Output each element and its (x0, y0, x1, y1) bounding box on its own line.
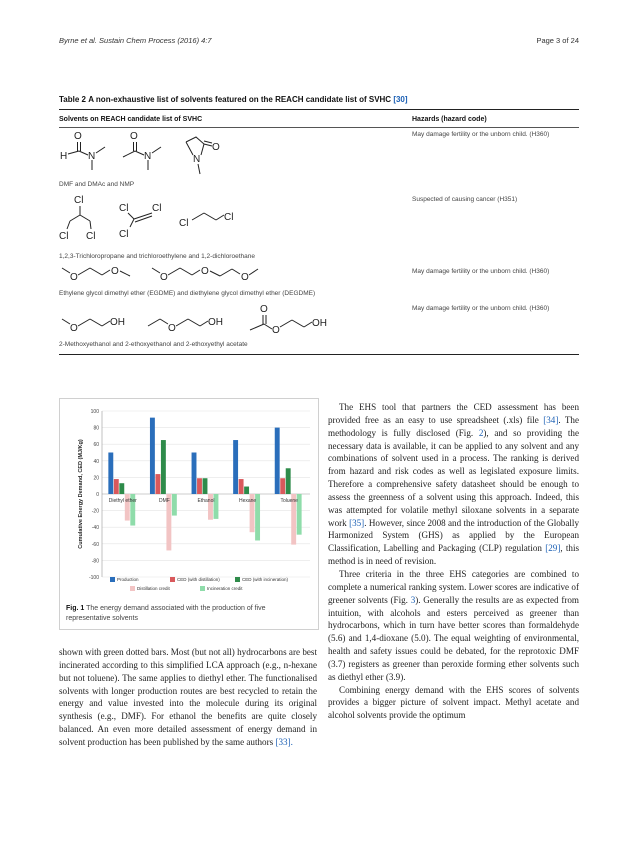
left-paragraph: shown with green dotted bars. Most (but not all) hydrocarbons are best incinerated according to this simplified LCA approach (e.g., n-hexane but not toluene). The same applies to diethyl ether. The functionalised solvents with longer production routes are best recycled to retain the energy and value invested into the molecule during its original synthesis (e.g., DMF). For ethanol the benefits are quite closely balanced. An even more detailed assessment of energy demand in solvent production has been published by the same authors [33]. (59, 647, 317, 747)
atom-o: O (74, 131, 82, 142)
ced-bar-chart (60, 399, 318, 599)
bar-incineration-credit-dmf (172, 494, 177, 516)
atom-o: O (272, 325, 280, 336)
legend-entry: Distillation credit (137, 586, 170, 591)
legend-swatch (200, 586, 205, 591)
dmac-structure (120, 130, 170, 175)
atom-cl: Cl (179, 218, 189, 229)
legend-swatch (235, 577, 240, 582)
bar-production-dmf (150, 418, 155, 494)
row1-hazard: May damage fertility or the unborn child. (H360) (412, 131, 550, 138)
running-header: Byrne et al. Sustain Chem Process (2016) 4:7 (59, 36, 212, 45)
atom-cl: Cl (86, 231, 96, 242)
table-label: Table 2 (59, 95, 86, 104)
bar-production-toluene (275, 428, 280, 494)
category-label: Hexane (238, 498, 257, 504)
left-column (59, 646, 317, 749)
category-label: Ethanol (197, 498, 215, 504)
atom-cl: Cl (74, 195, 84, 206)
atom-n: N (88, 151, 96, 162)
y-axis-label: Cumulative Energy Demand, CED (MJ/Kg) (78, 439, 84, 549)
atom-cl: Cl (224, 212, 234, 223)
atom-cl: Cl (152, 203, 162, 214)
citation-35[interactable]: [35] (349, 517, 365, 528)
legend-swatch (110, 577, 115, 582)
atom-h: H (60, 151, 68, 162)
atom-o: O (168, 323, 176, 334)
table-title-ref[interactable]: [30] (393, 95, 408, 104)
y-tick-label: 80 (93, 425, 99, 432)
nmp-structure (178, 130, 223, 180)
y-tick-label: -20 (91, 508, 99, 515)
row3-hazard: May damage fertility or the unborn child. (H360) (412, 268, 550, 275)
atom-cl: Cl (119, 203, 129, 214)
y-tick-label: -100 (88, 575, 99, 581)
atom-n: N (144, 151, 152, 162)
dichloroethane-structure (178, 208, 238, 233)
trichloropropane-structure (58, 193, 103, 243)
bar-ced-with-distillation--diethyl-ether (114, 479, 119, 494)
row2-caption: 1,2,3-Trichloropropane and trichloroethylene and 1,2-dichloroethane (59, 253, 255, 260)
table-header-solvents: Solvents on REACH candidate list of SVHC (59, 116, 203, 123)
atom-o: O (260, 304, 268, 315)
legend-swatch (170, 577, 175, 582)
bar-ced-with-distillation--toluene (280, 478, 285, 494)
trichloroethylene-structure (118, 197, 168, 242)
right-paragraph-1: The EHS tool that partners the CED assessment has been provided free as an easy to use spreadsheet (.xls) file [34]. The methodology is fully disclosed (Fig. 2), and so providing the necessary data is available, it can be applied to any solvent and any combinations of solvent used in a process. The ranking is derived from hazard and risk codes as well as legislated exposure limits. Therefore a comprehensive safety datasheet should be enough to assess the greenness of a solvent using this approach. Indeed, this was attempted for volatile methyl siloxane solvents in a separate work [35]. However, since 2008 and the introduction of the Globally Harmonized System (GHS) as applied by the European Classification, Labelling and Packaging (CLP) regulation [29], this method is in need of revision. (328, 402, 580, 567)
table-title-text: A non-exhaustive list of solvents featured on the REACH candidate list of SVHC (88, 95, 392, 104)
category-label: Toluene (280, 498, 298, 504)
right-column (328, 401, 579, 722)
row1-caption: DMF and DMAc and NMP (59, 181, 135, 188)
bar-production-diethyl-ether (108, 453, 113, 495)
atom-n: N (193, 154, 201, 165)
category-label: Diethyl ether (108, 498, 137, 504)
atom-o: O (241, 272, 249, 283)
ethoxyethyl-acetate-structure (244, 302, 354, 336)
legend-swatch (130, 586, 135, 591)
page-number: Page 3 of 24 (536, 36, 579, 45)
atom-o: O (130, 131, 138, 142)
bar-production-ethanol (192, 453, 197, 495)
y-tick-label: 0 (96, 492, 99, 498)
table-header-hazards: Hazards (hazard code) (412, 116, 487, 123)
y-tick-label: 100 (90, 409, 99, 415)
category-label: DMF (158, 498, 170, 504)
atom-o: O (111, 266, 119, 277)
fig-ref-2[interactable]: 2 (478, 427, 484, 438)
citation-34[interactable]: [34] (543, 414, 559, 425)
bar-ced-with-incineration--ethanol (203, 478, 208, 494)
atom-o: O (160, 272, 168, 283)
row4-hazard: May damage fertility or the unborn child. (H360) (412, 305, 550, 312)
bar-ced-with-distillation--hexane (239, 479, 244, 494)
bar-ced-with-incineration--hexane (244, 487, 249, 494)
atom-oh: OH (110, 317, 125, 328)
citation-33[interactable]: [33]. (275, 736, 293, 747)
bar-ced-with-incineration--toluene (286, 468, 291, 494)
table-top-rule (59, 109, 579, 110)
bar-ced-with-incineration--dmf (161, 440, 166, 494)
y-tick-label: -40 (91, 525, 99, 532)
row4-caption: 2-Methoxyethanol and 2-ethoxyethanol and 2-ethoxyethyl acetate (59, 341, 248, 348)
figure-caption-text: The energy demand associated with the production of five representative solvents (66, 605, 266, 622)
atom-o: O (212, 142, 220, 153)
atom-oh: OH (312, 318, 327, 329)
citation-29[interactable]: [29] (545, 543, 561, 554)
bar-ced-with-distillation--dmf (155, 474, 160, 494)
degdme-structure (148, 264, 268, 284)
figure-label: Fig. 1 (66, 605, 85, 612)
right-paragraph-3: Combining energy demand with the EHS scores of solvents provides a bigger picture of solvent impact. Methyl acetate and alcohol solvents provide the optimum (328, 684, 579, 721)
table-title (59, 95, 408, 104)
figure-box (59, 398, 319, 630)
y-tick-label: -80 (91, 558, 99, 565)
ethoxyethanol-structure (146, 315, 236, 335)
table-header-rule (59, 127, 579, 128)
bar-ced-with-incineration--diethyl-ether (119, 483, 124, 494)
legend-entry: Production (117, 577, 139, 582)
atom-oh: OH (208, 317, 223, 328)
y-tick-label: -60 (91, 541, 99, 548)
dmf-structure (58, 130, 118, 175)
atom-cl: Cl (119, 229, 129, 240)
bar-production-hexane (233, 440, 238, 494)
legend-entry: CED (with distillation) (177, 577, 220, 582)
fig-ref-3[interactable]: 3 (410, 594, 416, 605)
y-tick-label: 20 (93, 475, 99, 482)
y-tick-label: 40 (93, 458, 99, 465)
methoxyethanol-structure (58, 315, 138, 335)
bar-ced-with-distillation--ethanol (197, 478, 202, 494)
legend-entry: Incineration credit (207, 586, 243, 591)
right-paragraph-2: Three criteria in the three EHS categories are combined to complete a numerical ranking system. Lower scores are indicative of greener solvents (Fig. 3). Generally the results are as expected from intuition, with alcohols and esters perceived as greener than hydrocarbons, which in turn have better scores than formaldehyde (5.6) and 1,4-dioxane (5.0). The equal weighting of environmental, health and safety issues could be debated, for the reprotoxic DMF (3.7) registers as greener than peroxide forming ether solvents such as diethyl ether (3.9). (328, 568, 579, 682)
atom-cl: Cl (59, 231, 69, 242)
egdme-structure (58, 264, 138, 284)
row2-hazard: Suspected of causing cancer (H351) (412, 196, 518, 203)
row3-caption: Ethylene glycol dimethyl ether (EGDME) and diethylene glycol dimethyl ether (DEGDME) (59, 290, 316, 297)
figure-caption (66, 604, 310, 624)
y-tick-label: 60 (93, 442, 99, 449)
atom-o: O (70, 272, 78, 283)
table-bottom-rule (59, 354, 579, 355)
atom-o: O (70, 323, 78, 334)
legend-entry: CED (with incineration) (242, 577, 289, 582)
atom-o: O (201, 266, 209, 277)
